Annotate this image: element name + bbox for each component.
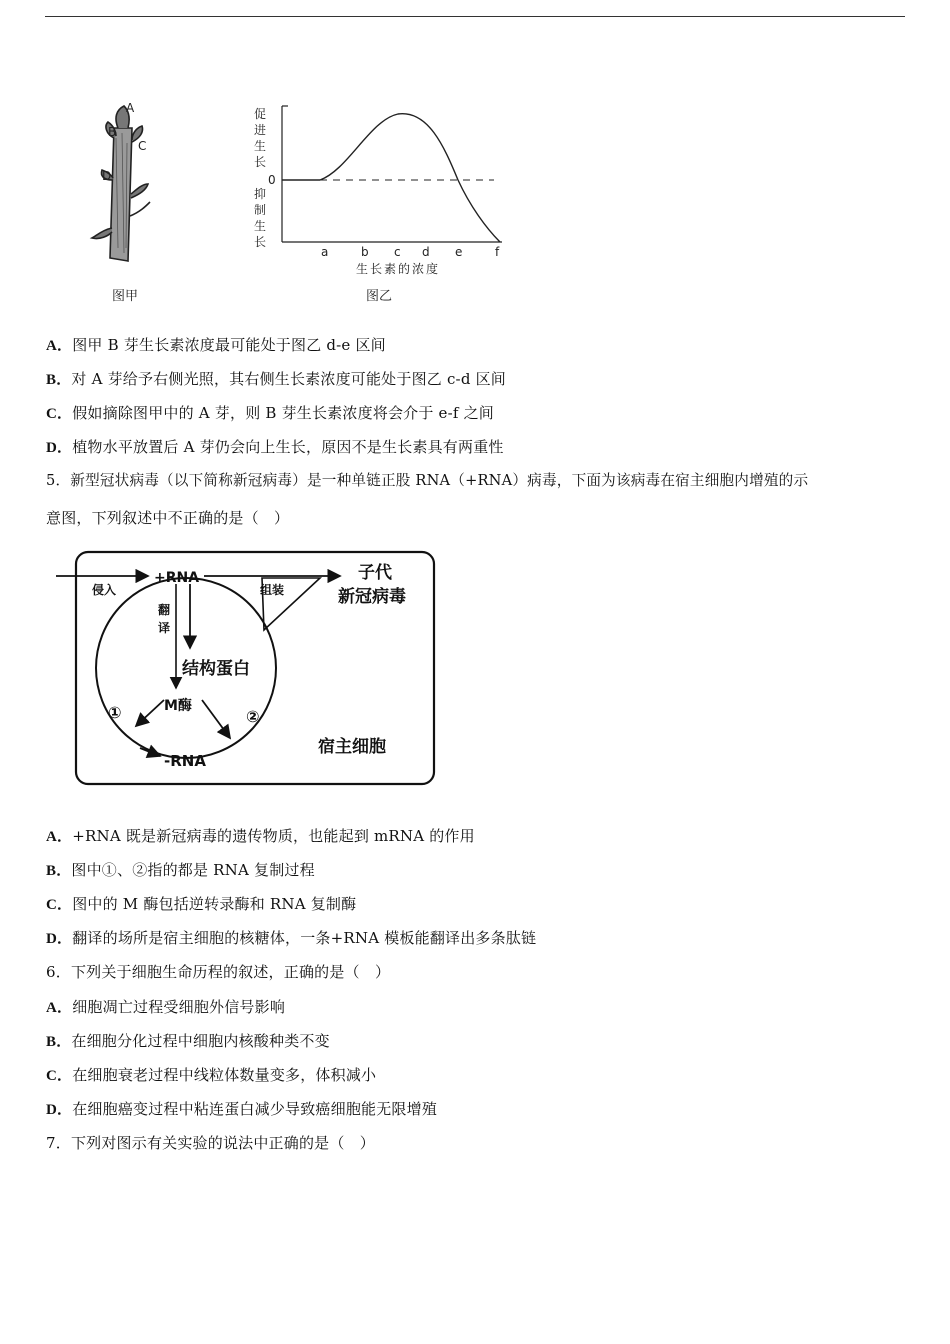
q5-option-d <box>46 928 536 949</box>
bud-label-b: B <box>108 125 117 139</box>
q4-option-a <box>46 335 386 356</box>
label-minus-rna: -RNA <box>164 752 206 770</box>
header-rule <box>45 16 905 17</box>
ylabel-inhibit-char: 长 <box>254 235 267 249</box>
ylabel-inhibit-char: 生 <box>254 219 267 233</box>
bud-label-c: C <box>138 139 147 153</box>
figure-jia <box>80 98 190 313</box>
q5-stem-line2: 意图，下列叙述中不正确的是（ ） <box>46 509 290 527</box>
process-2-arrow <box>202 700 230 738</box>
q6-option-c <box>46 1065 376 1086</box>
caption-jia: 图甲 <box>112 289 139 304</box>
q6-option-a <box>46 997 285 1018</box>
ylabel-inhibit <box>254 186 266 249</box>
label-plus-rna: +RNA <box>154 570 200 586</box>
label-offspring-2: 新冠病毒 <box>338 587 406 607</box>
label-circle-2: ② <box>246 707 260 726</box>
ylabel-inhibit-char: 制 <box>254 203 267 217</box>
option-letter: B． <box>46 1034 72 1050</box>
option-text: 植物水平放置后 A 芽仍会向上生长，原因不是生长素具有两重性 <box>72 438 504 456</box>
q5-option-b <box>46 860 315 881</box>
label-host-cell: 宿主细胞 <box>318 737 386 757</box>
option-text: 假如摘除图甲中的 A 芽，则 B 芽生长素浓度将会介于 e-f 之间 <box>72 404 494 422</box>
option-letter: D． <box>46 440 73 456</box>
option-letter: D． <box>46 1102 73 1118</box>
ylabel-inhibit-char: 抑 <box>254 187 267 201</box>
option-text: +RNA 既是新冠病毒的遗传物质，也能起到 mRNA 的作用 <box>72 827 475 845</box>
xtick-a: a <box>321 245 329 259</box>
virus-replication-diagram <box>52 548 440 790</box>
zero-label: 0 <box>268 173 276 187</box>
xtick-d: d <box>422 245 430 259</box>
q7-stem: 7．下列对图示有关实验的说法中正确的是（ ） <box>46 1134 375 1152</box>
option-letter: C． <box>46 1068 73 1084</box>
plant-stem-drawing <box>92 106 150 261</box>
ylabel-promote-char: 促 <box>254 107 267 121</box>
option-letter: D． <box>46 931 73 947</box>
option-text: 翻译的场所是宿主细胞的核糖体，一条+RNA 模板能翻译出多条肽链 <box>72 929 537 947</box>
q5-option-c <box>46 894 356 915</box>
q6-option-d <box>46 1099 437 1120</box>
option-letter: A． <box>46 829 73 845</box>
ylabel-promote-char: 进 <box>254 123 267 137</box>
label-offspring-1: 子代 <box>358 563 392 583</box>
option-text: 图中的 M 酶包括逆转录酶和 RNA 复制酶 <box>72 895 357 913</box>
q6-stem: 6．下列关于细胞生命历程的叙述，正确的是（ ） <box>46 963 391 981</box>
option-text: 在细胞癌变过程中粘连蛋白减少导致癌细胞能无限增殖 <box>72 1100 438 1118</box>
option-text: 图甲 B 芽生长素浓度最可能处于图乙 d-e 区间 <box>72 336 386 354</box>
label-circle-1: ① <box>108 703 122 722</box>
bud-label-d: D <box>102 169 112 183</box>
option-text: 在细胞分化过程中细胞内核酸种类不变 <box>71 1032 330 1050</box>
option-letter: C． <box>46 406 73 422</box>
option-text: 对 A 芽给予右侧光照，其右侧生长素浓度可能处于图乙 c-d 区间 <box>71 370 506 388</box>
q6-option-b <box>46 1031 330 1052</box>
option-letter: B． <box>46 372 72 388</box>
xtick-f: f <box>495 245 500 259</box>
label-translate-1: 翻 <box>158 603 171 617</box>
label-structural-protein: 结构蛋白 <box>182 659 250 679</box>
q4-option-d <box>46 437 504 458</box>
label-invade: 侵入 <box>92 583 117 597</box>
q5-option-a <box>46 826 475 847</box>
option-letter: B． <box>46 863 72 879</box>
q4-option-c <box>46 403 494 424</box>
q4-option-b <box>46 369 506 390</box>
option-text: 图中①、②指的都是 RNA 复制过程 <box>71 861 315 879</box>
xtick-e: e <box>455 245 463 259</box>
option-letter: A． <box>46 338 73 354</box>
caption-yi: 图乙 <box>366 289 393 304</box>
label-translate-2: 译 <box>158 621 171 635</box>
q5-stem-line1: 5．新型冠状病毒（以下简称新冠病毒）是一种单链正股 RNA（+RNA）病毒，下面为该病毒在宿主细胞内增殖的示 <box>46 472 809 489</box>
option-text: 在细胞衰老过程中线粒体数量变多，体积减小 <box>72 1066 377 1084</box>
x-axis-label: 生长素的浓度 <box>356 262 441 276</box>
xtick-c: c <box>394 245 401 259</box>
option-letter: A． <box>46 1000 73 1016</box>
figure-yi <box>248 98 508 313</box>
bud-label-a: A <box>126 101 135 115</box>
ylabel-promote-char: 生 <box>254 139 267 153</box>
process-1-arrow <box>136 700 164 726</box>
label-assemble: 组装 <box>260 583 285 597</box>
growth-curve <box>282 114 500 242</box>
label-m-enzyme: M酶 <box>164 698 192 714</box>
option-letter: C． <box>46 897 73 913</box>
option-text: 细胞凋亡过程受细胞外信号影响 <box>72 998 286 1016</box>
xtick-b: b <box>361 245 369 259</box>
ylabel-promote-char: 长 <box>254 155 267 169</box>
ylabel-promote <box>254 107 266 169</box>
minus-rna-arrow <box>140 748 160 756</box>
